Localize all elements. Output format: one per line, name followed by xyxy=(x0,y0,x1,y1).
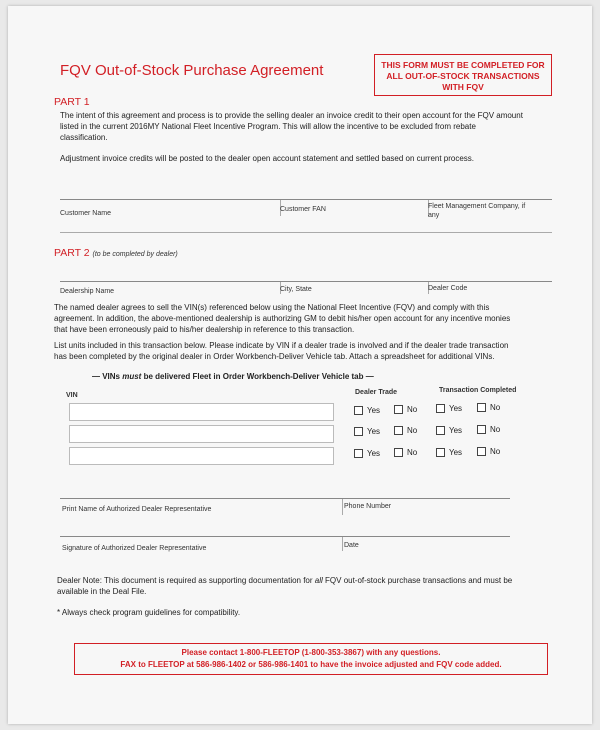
part2-subheading: (to be completed by dealer) xyxy=(92,251,178,258)
city-state-field[interactable]: City, State xyxy=(280,286,312,293)
yes-label: Yes xyxy=(367,427,381,436)
dealer-trade-header: Dealer Trade xyxy=(355,389,398,396)
transaction-no-3[interactable] xyxy=(477,447,500,456)
vin-label: VIN xyxy=(66,392,78,399)
part2-title: PART 2 xyxy=(54,247,90,259)
phone-number-field[interactable]: Phone Number xyxy=(344,503,392,510)
yes-label: Yes xyxy=(449,448,463,457)
part2-heading xyxy=(54,247,178,259)
notice-line: WITH FQV xyxy=(442,82,484,92)
dealer-note-line xyxy=(57,575,567,586)
contact-footer xyxy=(74,643,548,675)
fleet-company-line: any xyxy=(428,212,440,219)
checkbox-icon xyxy=(394,426,403,435)
dealer-note xyxy=(57,575,567,597)
fleet-company-line: Fleet Management Company, if xyxy=(428,203,526,210)
agreement-text xyxy=(54,302,564,335)
no-label: No xyxy=(407,448,418,457)
vin-input-1[interactable] xyxy=(69,403,334,421)
divider xyxy=(342,537,343,551)
dealer-trade-no-1[interactable] xyxy=(394,405,417,414)
customer-fan-field[interactable]: Customer FAN xyxy=(280,206,326,213)
form-page xyxy=(8,6,592,724)
dealer-trade-yes-3[interactable] xyxy=(354,449,380,458)
guidelines-note: * Always check program guidelines for compatibility. xyxy=(57,608,241,617)
transaction-no-1[interactable] xyxy=(477,403,500,412)
fax-line: FAX to FLEETOP at 586-986-1402 or 586-986-1401 to have the invoice adjusted and FQV code added. xyxy=(120,660,502,669)
yes-label: Yes xyxy=(449,404,463,413)
completion-notice xyxy=(374,54,552,96)
list-units-line: List units included in this transaction below. Please indicate by VIN if a dealer trade is involved and if the dealer trade transaction xyxy=(54,341,509,350)
customer-name-field[interactable]: Customer Name xyxy=(60,210,111,217)
vins-prefix: — VINs xyxy=(92,372,123,381)
date-field[interactable]: Date xyxy=(344,542,359,549)
no-label: No xyxy=(407,426,418,435)
dealer-trade-yes-2[interactable] xyxy=(354,427,380,436)
checkbox-icon xyxy=(394,448,403,457)
transaction-yes-1[interactable] xyxy=(436,404,462,413)
no-label: No xyxy=(490,425,501,434)
intro-line: listed in the current 2016MY National Fleet Incentive Program. This will allow the incentive to be excluded from rebate xyxy=(60,122,476,131)
no-label: No xyxy=(490,447,501,456)
list-units-line: has been completed by the original dealer in Order Workbench-Deliver Vehicle tab. Attach a spreadsheet for additional VINs. xyxy=(54,352,495,361)
customer-line xyxy=(60,199,552,200)
vins-suffix: be delivered Fleet in Order Workbench-Deliver Vehicle tab — xyxy=(141,372,374,381)
fleet-company-field[interactable] xyxy=(428,202,525,220)
agreement-line: The named dealer agrees to sell the VIN(s) referenced below using the National Fleet Incentive (FQV) and comply with this xyxy=(54,303,490,312)
dealer-trade-no-2[interactable] xyxy=(394,426,417,435)
section-divider xyxy=(60,232,552,233)
signature-line xyxy=(60,536,510,537)
checkbox-icon xyxy=(436,448,445,457)
vins-must: must xyxy=(122,372,142,381)
intro-line: The intent of this agreement and process is to provide the selling dealer an invoice credit to their open account for the FQV amount xyxy=(60,111,523,120)
intro-line: classification. xyxy=(60,133,108,142)
agreement-line: agreement. In addition, the above-mentioned dealership is authorizing GM to debit his/her open account for any incentive monies xyxy=(54,314,511,323)
part1-heading: PART 1 xyxy=(54,96,90,108)
dealer-trade-no-3[interactable] xyxy=(394,448,417,457)
dealership-name-field[interactable]: Dealership Name xyxy=(60,288,115,295)
checkbox-icon xyxy=(354,427,363,436)
checkbox-icon xyxy=(477,447,486,456)
agreement-line: that have been erroneously paid to his/her dealership in reference to this transaction. xyxy=(54,325,355,334)
dealer-trade-yes-1[interactable] xyxy=(354,406,380,415)
print-name-line xyxy=(60,498,510,499)
transaction-completed-header: Transaction Completed xyxy=(439,387,517,394)
vin-input-2[interactable] xyxy=(69,425,334,443)
checkbox-icon xyxy=(354,449,363,458)
transaction-yes-3[interactable] xyxy=(436,448,462,457)
contact-line: Please contact 1-800-FLEETOP (1-800-353-3867) with any questions. xyxy=(181,648,441,657)
checkbox-icon xyxy=(477,425,486,434)
yes-label: Yes xyxy=(367,406,381,415)
credits-text: Adjustment invoice credits will be posted to the dealer open account statement and settled based on current process. xyxy=(60,154,475,163)
print-name-field[interactable]: Print Name of Authorized Dealer Representative xyxy=(62,506,212,513)
signature-field[interactable]: Signature of Authorized Dealer Representative xyxy=(62,545,207,552)
no-label: No xyxy=(407,405,418,414)
notice-line: ALL OUT-OF-STOCK TRANSACTIONS xyxy=(386,71,540,81)
dealership-line xyxy=(60,281,552,282)
dealer-note-line: available in the Deal File. xyxy=(57,587,147,596)
divider xyxy=(342,499,343,515)
part1-intro xyxy=(60,110,560,143)
checkbox-icon xyxy=(436,404,445,413)
transaction-no-2[interactable] xyxy=(477,425,500,434)
vin-input-3[interactable] xyxy=(69,447,334,465)
note-suffix: FQV out-of-stock purchase transactions and must be xyxy=(322,576,513,585)
dealer-code-field[interactable]: Dealer Code xyxy=(428,285,468,292)
vins-instruction xyxy=(92,371,374,382)
list-units-text xyxy=(54,340,564,362)
checkbox-icon xyxy=(477,403,486,412)
yes-label: Yes xyxy=(367,449,381,458)
checkbox-icon xyxy=(354,406,363,415)
note-prefix: Dealer Note: This document is required as supporting documentation for xyxy=(57,576,315,585)
transaction-yes-2[interactable] xyxy=(436,426,462,435)
checkbox-icon xyxy=(394,405,403,414)
note-all: all xyxy=(314,576,323,585)
notice-line: THIS FORM MUST BE COMPLETED FOR xyxy=(381,60,545,70)
yes-label: Yes xyxy=(449,426,463,435)
no-label: No xyxy=(490,403,501,412)
checkbox-icon xyxy=(436,426,445,435)
form-title: FQV Out-of-Stock Purchase Agreement xyxy=(60,62,324,79)
